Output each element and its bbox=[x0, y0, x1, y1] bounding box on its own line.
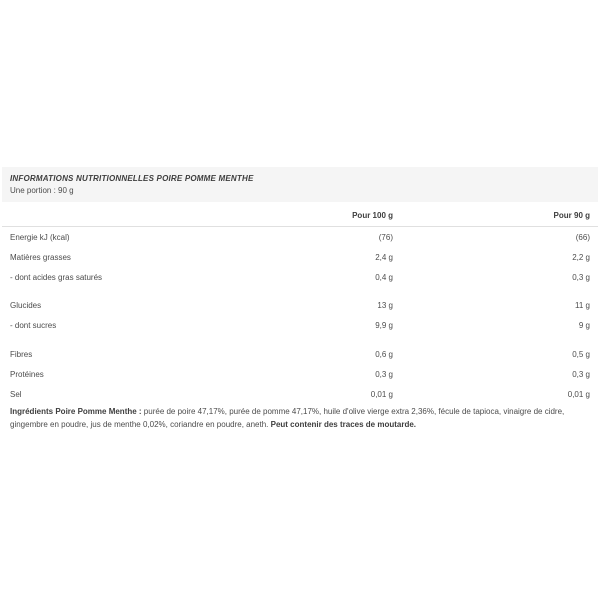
column-header-per-90g: Pour 90 g bbox=[553, 211, 590, 220]
nutrient-label: - dont sucres bbox=[10, 320, 57, 330]
nutrition-table bbox=[2, 202, 598, 404]
value-per-100g: 9,9 g bbox=[375, 320, 393, 330]
table-row-carbohydrates bbox=[2, 295, 598, 315]
value-per-90g: 0,5 g bbox=[572, 349, 590, 359]
value-per-100g: 13 g bbox=[377, 300, 393, 310]
nutrition-title: INFORMATIONS NUTRITIONNELLES POIRE POMME MENTHE bbox=[10, 174, 254, 183]
portion-label: Une portion : 90 g bbox=[10, 186, 74, 195]
table-row-salt bbox=[2, 384, 598, 404]
value-per-100g: 0,6 g bbox=[375, 349, 393, 359]
nutrient-label: Glucides bbox=[10, 300, 42, 310]
top-whitespace bbox=[0, 0, 600, 167]
nutrient-label: Sel bbox=[10, 389, 22, 399]
value-per-90g: 9 g bbox=[578, 320, 590, 330]
nutrient-label: Fibres bbox=[10, 349, 33, 359]
value-per-90g: 2,2 g bbox=[572, 252, 590, 262]
table-row-sugars bbox=[2, 315, 598, 335]
nutrient-label: Energie kJ (kcal) bbox=[10, 232, 70, 242]
table-row-energy bbox=[2, 227, 598, 247]
ingredients-body: purée de poire 47,17%, purée de pomme 47,17%, huile d'olive vierge extra 2,36%, fécule de tapioca, vinaigre de cidre, gingembre en poudre, jus de menthe 0,02%, coriandre en poudre, aneth. bbox=[10, 407, 565, 429]
table-row-protein bbox=[2, 364, 598, 384]
nutrition-header-banner bbox=[2, 167, 598, 202]
ingredients-paragraph bbox=[2, 405, 598, 431]
value-per-90g: 0,3 g bbox=[572, 369, 590, 379]
value-per-100g: 0,4 g bbox=[375, 272, 393, 282]
value-per-100g: (76) bbox=[378, 232, 393, 242]
nutrient-label: Protéines bbox=[10, 369, 44, 379]
nutrient-label: Matières grasses bbox=[10, 252, 71, 262]
nutrient-label: - dont acides gras saturés bbox=[10, 272, 103, 282]
value-per-90g: 0,01 g bbox=[567, 389, 590, 399]
ingredients-allergen-warning: Peut contenir des traces de moutarde. bbox=[270, 420, 416, 429]
value-per-90g: (66) bbox=[575, 232, 590, 242]
table-row-fiber bbox=[2, 344, 598, 364]
column-header-per-100g: Pour 100 g bbox=[352, 211, 393, 220]
value-per-100g: 2,4 g bbox=[375, 252, 393, 262]
value-per-100g: 0,3 g bbox=[375, 369, 393, 379]
value-per-90g: 0,3 g bbox=[572, 272, 590, 282]
table-row-saturated-fat bbox=[2, 267, 598, 287]
value-per-100g: 0,01 g bbox=[370, 389, 393, 399]
table-row-fat bbox=[2, 247, 598, 267]
ingredients-lead: Ingrédients Poire Pomme Menthe : bbox=[10, 407, 142, 416]
value-per-90g: 11 g bbox=[575, 300, 590, 310]
table-header-row bbox=[2, 202, 598, 227]
